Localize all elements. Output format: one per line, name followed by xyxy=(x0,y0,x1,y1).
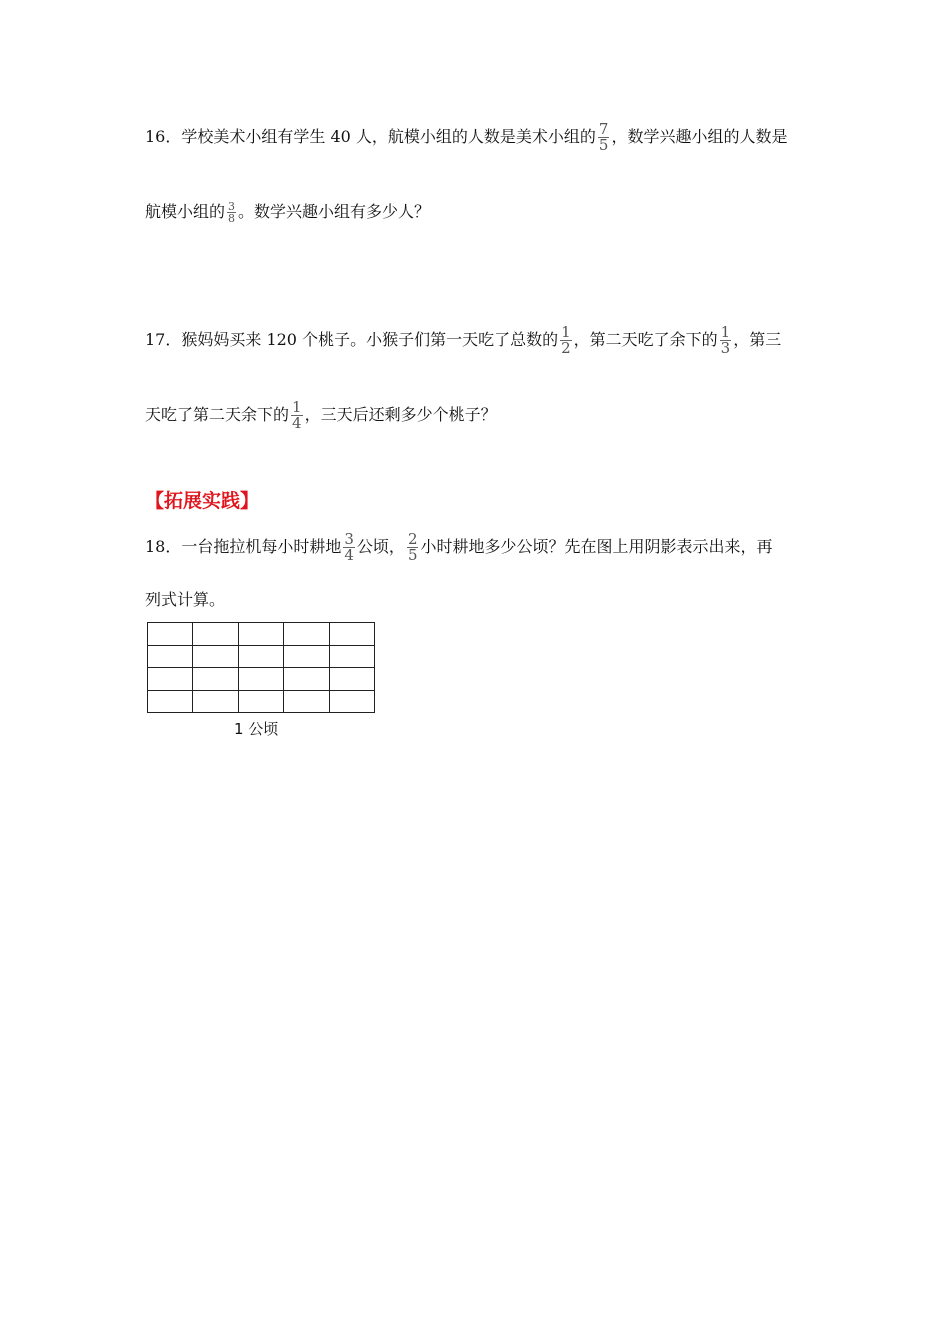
q16-text-a: 16．学校美术小组有学生 40 人，航模小组的人数是美术小组的 xyxy=(145,127,596,146)
fraction-numerator: 3 xyxy=(228,200,236,213)
q16-text-b: ，数学兴趣小组的人数是 xyxy=(611,127,788,146)
q18-text-a: 18．一台拖拉机每小时耕地 xyxy=(145,537,342,556)
grid-cell[interactable] xyxy=(284,690,329,713)
grid-cell[interactable] xyxy=(284,668,329,691)
fraction-denominator: 3 xyxy=(720,339,731,357)
fraction-denominator: 8 xyxy=(228,212,236,225)
q16-text-c: 航模小组的 xyxy=(145,202,226,221)
fraction-denominator: 2 xyxy=(561,339,571,357)
fraction-numerator: 2 xyxy=(407,530,418,548)
fraction-denominator: 5 xyxy=(407,546,418,564)
q17-text-b: ，第二天吃了余下的 xyxy=(573,330,718,349)
q16-fraction-7-5 xyxy=(598,122,610,153)
grid-caption: 1 公顷 xyxy=(234,720,279,738)
q17-text-a: 17．猴妈妈买来 120 个桃子。小猴子们第一天吃了总数的 xyxy=(145,330,559,349)
grid-cell[interactable] xyxy=(148,623,193,646)
q17-line-2 xyxy=(145,400,497,431)
q18-line-2 xyxy=(145,590,225,610)
fraction-denominator: 4 xyxy=(292,414,302,432)
q17-text-c: ，第三 xyxy=(733,330,782,349)
grid-cell[interactable] xyxy=(193,690,238,713)
q18-text-d: 列式计算。 xyxy=(145,590,226,609)
q18-fraction-3-4 xyxy=(343,532,355,563)
fraction-numerator: 3 xyxy=(344,530,354,548)
grid-cell[interactable] xyxy=(193,645,238,668)
grid-cell[interactable] xyxy=(193,668,238,691)
fraction-numerator: 7 xyxy=(598,120,609,138)
grid-cell[interactable] xyxy=(329,623,374,646)
q17-line-1 xyxy=(145,325,781,356)
grid-cell[interactable] xyxy=(329,690,374,713)
grid-cell[interactable] xyxy=(329,668,374,691)
grid-cell[interactable] xyxy=(148,645,193,668)
q16-text-d: 。数学兴趣小组有多少人？ xyxy=(238,202,431,221)
fraction-denominator: 5 xyxy=(598,136,609,154)
grid-cell[interactable] xyxy=(238,645,283,668)
q17-fraction-1-4 xyxy=(291,400,303,431)
fraction-numerator: 1 xyxy=(292,398,302,416)
grid-cell[interactable] xyxy=(329,645,374,668)
q16-line-2 xyxy=(145,201,430,224)
q16-line-1 xyxy=(145,122,787,153)
q17-fraction-1-2 xyxy=(560,325,572,356)
fraction-denominator: 4 xyxy=(344,546,354,564)
fraction-numerator: 1 xyxy=(561,323,571,341)
hectare-grid[interactable] xyxy=(147,622,375,713)
grid-cell[interactable] xyxy=(148,690,193,713)
grid-cell[interactable] xyxy=(148,668,193,691)
fraction-numerator: 1 xyxy=(720,323,731,341)
q17-fraction-1-3 xyxy=(720,325,732,356)
q18-text-b: 公顷， xyxy=(356,537,405,556)
grid-cell[interactable] xyxy=(238,623,283,646)
grid-row xyxy=(148,690,375,713)
q18-line-1 xyxy=(145,532,773,563)
grid-cell[interactable] xyxy=(193,623,238,646)
section-heading: 【拓展实践】 xyxy=(145,490,260,512)
grid-row xyxy=(148,668,375,691)
q18-fraction-2-5 xyxy=(407,532,419,563)
grid-cell[interactable] xyxy=(238,668,283,691)
grid-row xyxy=(148,645,375,668)
q17-text-e: ，三天后还剩多少个桃子？ xyxy=(304,405,497,424)
grid-cell[interactable] xyxy=(238,690,283,713)
grid-row xyxy=(148,623,375,646)
q18-text-c: 小时耕地多少公顷？先在图上用阴影表示出来，再 xyxy=(420,537,773,556)
grid-cell[interactable] xyxy=(284,623,329,646)
q16-fraction-3-8 xyxy=(227,201,236,224)
q17-text-d: 天吃了第二天余下的 xyxy=(145,405,290,424)
grid-cell[interactable] xyxy=(284,645,329,668)
